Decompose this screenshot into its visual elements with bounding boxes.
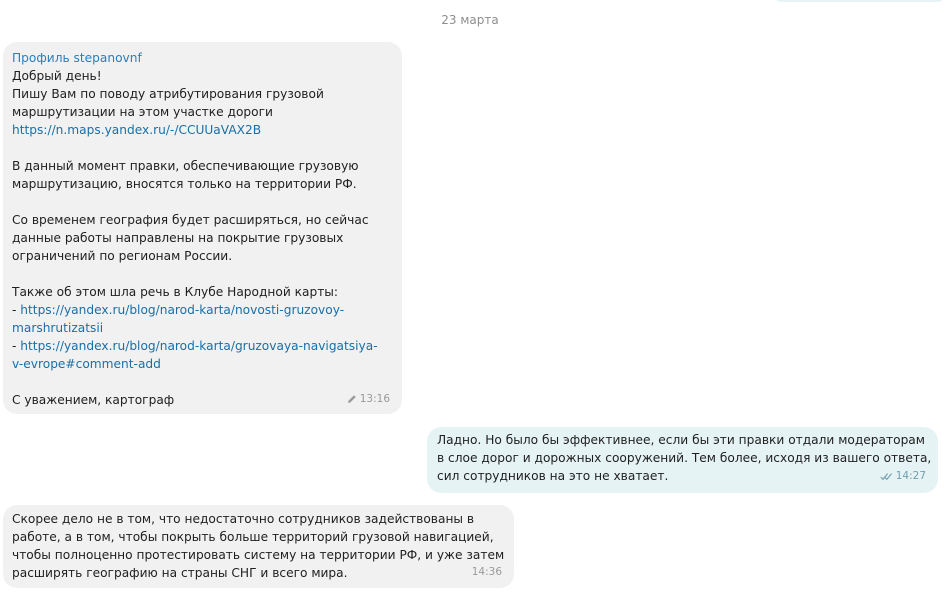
message-line: Пишу Вам по поводу атрибутирования грузовой xyxy=(12,87,324,101)
message-time: 13:16 xyxy=(359,393,390,405)
message-line xyxy=(12,373,393,391)
message-text xyxy=(12,67,393,409)
message-line: маршрутизации на этом участке дороги xyxy=(12,105,273,119)
previous-message-edge xyxy=(772,0,947,2)
message-text xyxy=(437,431,932,485)
map-link[interactable]: https://n.maps.yandex.ru/-/CCUUaVAX2B xyxy=(12,123,262,137)
pencil-icon xyxy=(347,394,357,404)
message-bubble-outgoing[interactable] xyxy=(427,427,938,493)
message-line: маршрутизацию, вносятся только на территории РФ. xyxy=(12,177,357,191)
message-time: 14:27 xyxy=(895,470,926,482)
list-dash: - xyxy=(12,339,21,353)
message-line: чтобы полноценно протестировать систему на территории РФ, и уже затем xyxy=(12,548,505,562)
blog-link-2-cont[interactable]: v-evrope#comment-add xyxy=(12,357,161,371)
message-bubble-incoming[interactable] xyxy=(3,42,402,414)
list-dash: - xyxy=(12,303,21,317)
message-line: Ладно. Но было бы эффективнее, если бы эти правки отдали модераторам xyxy=(437,433,925,447)
message-line: сил сотрудников на это не хватает. xyxy=(437,469,669,483)
message-line xyxy=(12,337,393,355)
message-line: расширять географию на страны СНГ и всего мира. xyxy=(12,566,348,580)
message-meta xyxy=(880,467,926,485)
message-line: в слое дорог и дорожных сооружений. Тем более, исходя из вашего ответа, xyxy=(437,451,932,465)
message-line: данные работы направлены на покрытие грузовых xyxy=(12,231,344,245)
message-line: В данный момент правки, обеспечивающие грузовую xyxy=(12,159,359,173)
message-line xyxy=(12,301,393,319)
message-line xyxy=(12,265,393,283)
blog-link-1-cont[interactable]: marshrutizatsii xyxy=(12,321,104,335)
message-meta xyxy=(347,390,390,408)
date-separator: 23 марта xyxy=(441,13,499,27)
message-time: 14:36 xyxy=(471,566,502,578)
message-line: ограничений по регионам России. xyxy=(12,249,233,263)
message-signature: С уважением, картограф xyxy=(12,393,175,407)
message-line: Добрый день! xyxy=(12,69,102,83)
message-meta xyxy=(472,563,502,581)
message-line: работе, а в том, чтобы покрыть больше территорий грузовой навигацией, xyxy=(12,530,494,544)
message-text xyxy=(12,510,505,582)
blog-link-2[interactable]: https://yandex.ru/blog/narod-karta/gruzovaya-navigatsiya- xyxy=(20,339,378,353)
message-line: Со временем география будет расширяться, но сейчас xyxy=(12,213,369,227)
message-line: Скорее дело не в том, что недостаточно сотрудников задействованы в xyxy=(12,512,475,526)
message-line: Также об этом шла речь в Клубе Народной карты: xyxy=(12,285,339,299)
message-bubble-incoming[interactable] xyxy=(3,505,514,588)
blog-link-1[interactable]: https://yandex.ru/blog/narod-karta/novosti-gruzovoy- xyxy=(20,303,345,317)
double-check-icon xyxy=(880,472,893,481)
message-line xyxy=(12,193,393,211)
message-line xyxy=(12,139,393,157)
sender-profile-link[interactable]: Профиль stepanovnf xyxy=(12,51,142,65)
